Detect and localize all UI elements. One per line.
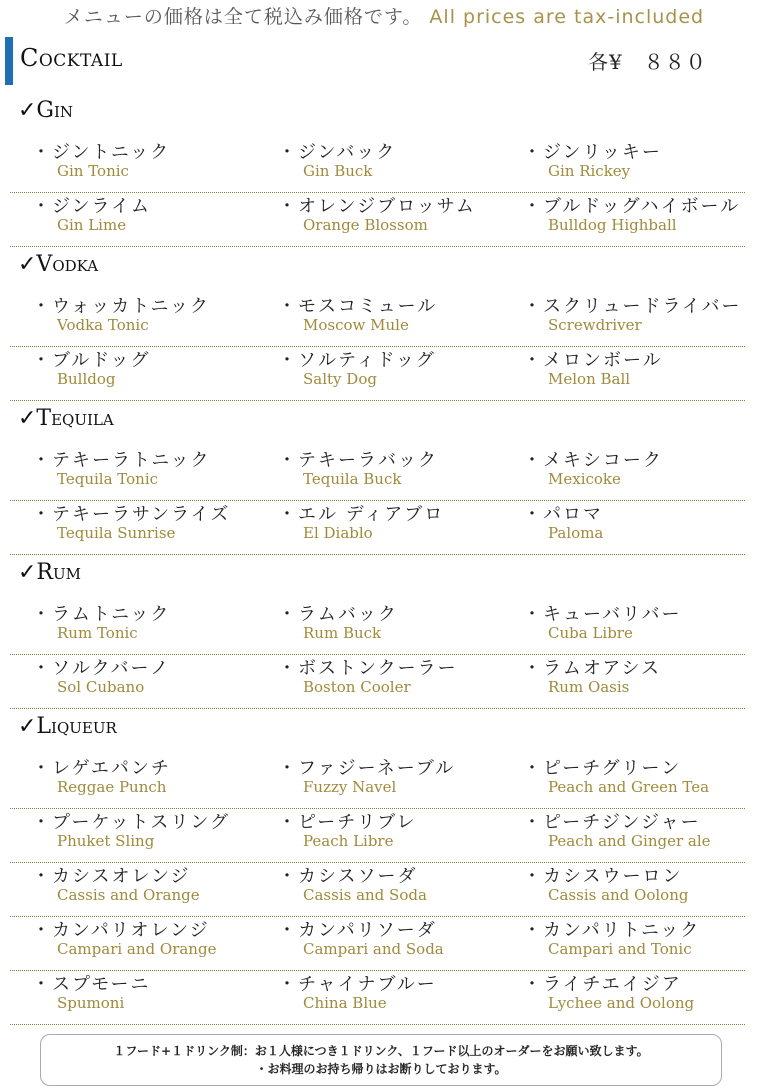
menu-item-name-jp: ・モスコミュール	[278, 296, 438, 317]
menu-item-name-en: Cassis and Oolong	[548, 886, 689, 904]
menu-item-name-en: Tequila Sunrise	[57, 524, 176, 542]
menu-item-name-en: Paloma	[548, 524, 604, 542]
menu-item-name-en: China Blue	[303, 994, 387, 1012]
menu-item-name-jp: ・ボストンクーラー	[278, 658, 458, 679]
menu-item-name-en: El Diablo	[303, 524, 373, 542]
menu-row	[10, 500, 745, 555]
menu-row	[10, 808, 745, 863]
menu-item-name-jp: ・ジンバック	[278, 142, 397, 163]
menu-item-name-en: Melon Ball	[548, 370, 631, 388]
tax-notice	[0, 2, 768, 29]
menu-item-name-jp: ・レゲエパンチ	[32, 758, 171, 779]
menu-item-name-jp: ・スクリュードライバー	[523, 296, 742, 317]
menu-item-name-en: Sol Cubano	[57, 678, 145, 696]
menu-item-name-jp: ・プーケットスリング	[32, 812, 231, 833]
menu-item-name-jp: ・カンパリオレンジ	[32, 920, 210, 941]
menu-item-name-en: Moscow Mule	[303, 316, 409, 334]
menu-item-name-jp: ・カシスウーロン	[523, 866, 683, 887]
section-heading: ✓Gin	[18, 98, 74, 123]
menu-item-name-en: Gin Buck	[303, 162, 373, 180]
menu-item-name-jp: ・スプモーニ	[32, 974, 151, 995]
menu-row	[10, 292, 745, 347]
menu-row	[10, 192, 745, 247]
price-label: 各¥ ８８０	[588, 50, 707, 74]
menu-item-name-jp: ・キューバリバー	[523, 604, 682, 625]
section-heading: ✓Liqueur	[18, 714, 117, 739]
footer-line-2: ・お料理のお持ち帰りはお断りしております。	[255, 1062, 507, 1076]
section-heading: ✓Tequila	[18, 406, 114, 431]
menu-item-name-en: Gin Lime	[57, 216, 127, 234]
menu-item-name-jp: ・ブルドッグハイボール	[523, 196, 741, 217]
menu-item-name-en: Tequila Buck	[303, 470, 402, 488]
menu-item-name-en: Orange Blossom	[303, 216, 428, 234]
menu-item-name-jp: ・オレンジブロッサム	[278, 196, 476, 217]
menu-item-name-jp: ・カンパリトニック	[523, 920, 701, 941]
menu-item-name-en: Bulldog	[57, 370, 116, 388]
menu-item-name-en: Vodka Tonic	[57, 316, 149, 334]
menu-item-name-jp: ・テキーラバック	[278, 450, 438, 471]
menu-row	[10, 446, 745, 501]
menu-item-name-jp: ・エル ディアブロ	[278, 504, 445, 525]
menu-row	[10, 138, 745, 193]
menu-item-name-jp: ・ピーチグリーン	[523, 758, 682, 779]
menu-item-name-en: Rum Buck	[303, 624, 382, 642]
menu-item-name-en: Lychee and Oolong	[548, 994, 695, 1012]
menu-item-name-jp: ・ピーチリブレ	[278, 812, 417, 833]
section-heading: ✓Rum	[18, 560, 81, 585]
menu-item-name-jp: ・ソルティドッグ	[278, 350, 436, 371]
menu-item-name-jp: ・ラムトニック	[32, 604, 171, 625]
menu-item-name-en: Screwdriver	[548, 316, 642, 334]
menu-item-name-en: Campari and Soda	[303, 940, 444, 958]
menu-item-name-jp: ・カシスオレンジ	[32, 866, 191, 887]
footer-notice	[40, 1034, 722, 1086]
menu-item-name-en: Peach and Green Tea	[548, 778, 710, 796]
menu-item-name-en: Campari and Orange	[57, 940, 217, 958]
section-heading: ✓Vodka	[18, 252, 99, 277]
tax-notice-en: All prices are tax-included	[429, 6, 705, 28]
menu-item-name-jp: ・ジントニック	[32, 142, 171, 163]
menu-row	[10, 346, 745, 401]
menu-item-name-en: Gin Tonic	[57, 162, 129, 180]
menu-row	[10, 654, 745, 709]
menu-row	[10, 916, 745, 971]
title-accent-bar	[5, 37, 13, 85]
tax-notice-jp: メニューの価格は全て税込み価格です。	[63, 6, 423, 28]
menu-item-name-en: Cassis and Orange	[57, 886, 200, 904]
menu-item-name-jp: ・ラムバック	[278, 604, 398, 625]
menu-item-name-en: Rum Tonic	[57, 624, 138, 642]
menu-item-name-jp: ・メロンボール	[523, 350, 663, 371]
menu-item-name-en: Reggae Punch	[57, 778, 167, 796]
menu-item-name-jp: ・ライチエイジア	[523, 974, 682, 995]
menu-item-name-en: Cuba Libre	[548, 624, 633, 642]
menu-item-name-en: Spumoni	[57, 994, 125, 1012]
menu-row	[10, 600, 745, 655]
page-title: Cocktail	[20, 44, 123, 72]
menu-item-name-en: Tequila Tonic	[57, 470, 159, 488]
menu-row	[10, 862, 745, 917]
menu-item-name-jp: ・カシスソーダ	[278, 866, 418, 887]
menu-item-name-jp: ・ラムオアシス	[523, 658, 662, 679]
menu-item-name-en: Fuzzy Navel	[303, 778, 397, 796]
menu-item-name-en: Campari and Tonic	[548, 940, 692, 958]
menu-item-name-en: Bulldog Highball	[548, 216, 677, 234]
menu-item-name-jp: ・ジンリッキー	[523, 142, 662, 163]
menu-row	[10, 970, 745, 1025]
footer-line-1: １フード+１ドリンク制：お１人様につき１ドリンク、１フード以上のオーダーをお願い致します。	[113, 1044, 649, 1058]
menu-item-name-jp: ・ブルドッグ	[32, 350, 151, 371]
menu-item-name-jp: ・テキーラトニック	[32, 450, 211, 471]
menu-item-name-jp: ・テキーラサンライズ	[32, 504, 231, 525]
menu-item-name-en: Boston Cooler	[303, 678, 411, 696]
menu-item-name-jp: ・チャイナブルー	[278, 974, 437, 995]
menu-item-name-en: Mexicoke	[548, 470, 621, 488]
menu-item-name-jp: ・ファジーネーブル	[278, 758, 456, 779]
menu-item-name-jp: ・ウォッカトニック	[32, 296, 210, 317]
menu-item-name-en: Cassis and Soda	[303, 886, 427, 904]
menu-item-name-jp: ・カンパリソーダ	[278, 920, 437, 941]
menu-item-name-jp: ・ソルクバーノ	[32, 658, 171, 679]
menu-item-name-jp: ・パロマ	[523, 504, 603, 525]
menu-item-name-jp: ・ピーチジンジャー	[523, 812, 701, 833]
menu-row	[10, 754, 745, 809]
menu-item-name-en: Rum Oasis	[548, 678, 630, 696]
menu-item-name-en: Phuket Sling	[57, 832, 155, 850]
menu-item-name-en: Salty Dog	[303, 370, 377, 388]
menu-item-name-jp: ・ジンライム	[32, 196, 152, 217]
menu-item-name-en: Gin Rickey	[548, 162, 631, 180]
menu-item-name-jp: ・メキシコーク	[523, 450, 663, 471]
menu-item-name-en: Peach Libre	[303, 832, 394, 850]
menu-item-name-en: Peach and Ginger ale	[548, 832, 711, 850]
